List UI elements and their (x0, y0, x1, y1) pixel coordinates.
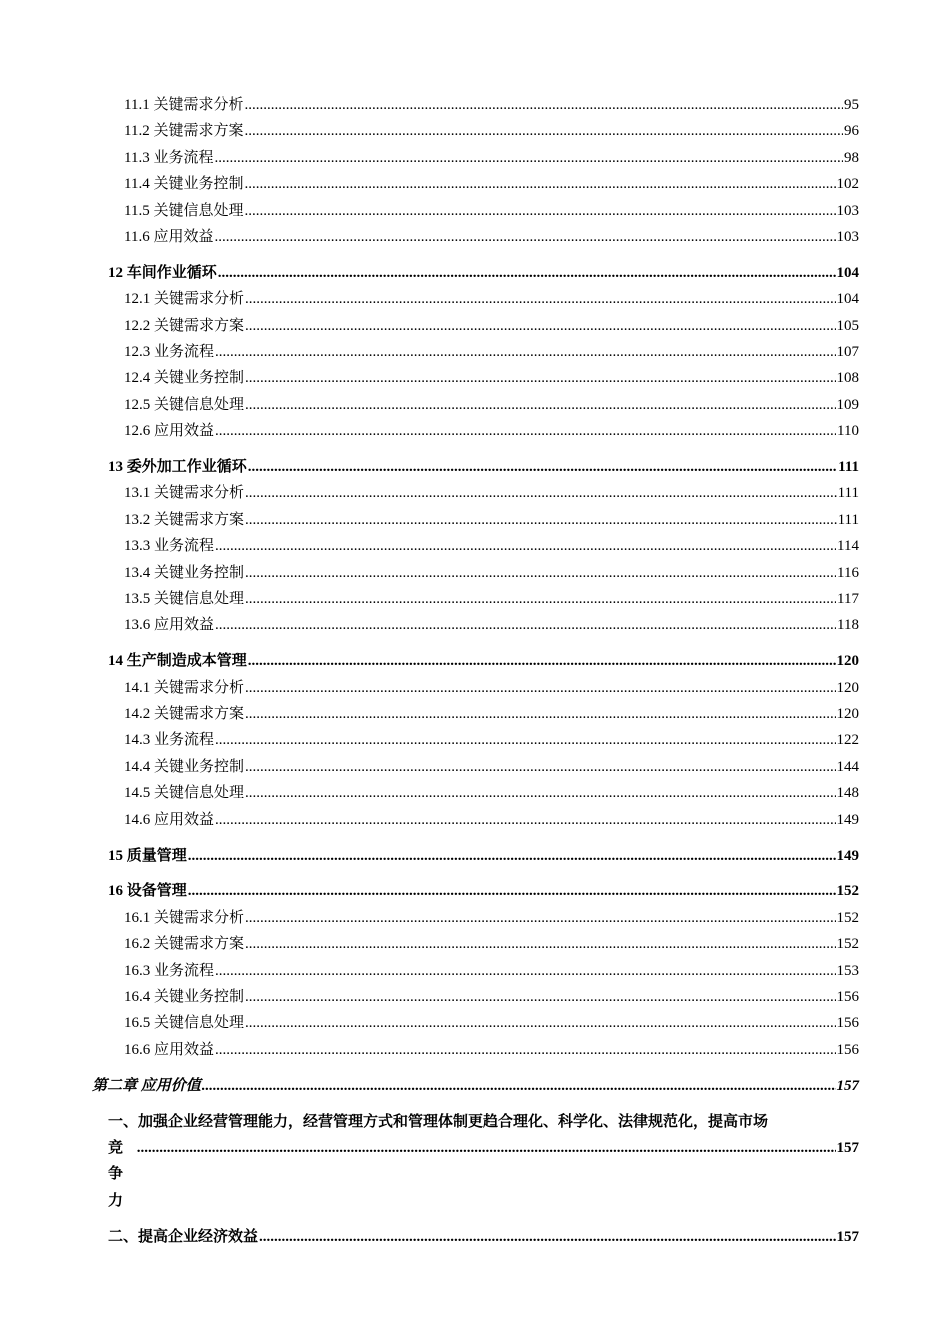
toc-entry-13-5[interactable] (124, 586, 859, 612)
toc-page-number: 103 (836, 202, 859, 219)
toc-chapter-12[interactable] (108, 260, 859, 286)
toc-page-number: 116 (837, 564, 859, 581)
toc-entry-label: 11.4 关键业务控制 (124, 176, 244, 193)
toc-part-label: 第二章 应用价值 (92, 1077, 201, 1094)
toc-chapter-14[interactable] (108, 648, 859, 674)
toc-entry-label: 16.2 关键需求方案 (124, 936, 245, 953)
toc-page-number: 98 (844, 149, 859, 166)
dot-leader (245, 984, 835, 1010)
toc-entry-14-3[interactable] (124, 727, 859, 753)
toc-chapter-16[interactable] (108, 878, 859, 904)
toc-entry-label: 14.2 关键需求方案 (124, 706, 245, 723)
toc-entry-12-2[interactable] (124, 313, 859, 339)
dot-leader (244, 198, 835, 224)
toc-part-2[interactable] (92, 1073, 859, 1099)
toc-page-number: 149 (836, 811, 859, 828)
toc-page-number: 152 (836, 936, 859, 953)
toc-item-label-line1: 一、加强企业经营管理能力，经营管理方式和管理体制更趋合理化、科学化、法律规范化，提高市场 (108, 1113, 769, 1130)
toc-page-number: 118 (837, 617, 859, 634)
toc-page-number: 144 (836, 758, 859, 775)
dot-leader (245, 586, 836, 612)
toc-chapter-label: 13 委外加工作业循环 (108, 459, 247, 476)
dot-leader (215, 807, 835, 833)
toc-page-number: 108 (836, 370, 859, 387)
dot-leader (259, 1224, 835, 1250)
toc-entry-14-4[interactable] (124, 754, 859, 780)
dot-leader (188, 843, 836, 869)
toc-entry-label: 11.1 关键需求分析 (124, 97, 244, 113)
toc-entry-label: 13.3 业务流程 (124, 538, 215, 555)
toc-page-number: 117 (837, 591, 859, 608)
dot-leader (215, 339, 835, 365)
toc-entry-16-1[interactable] (124, 905, 859, 931)
toc-page-number: 152 (836, 909, 859, 926)
toc-chapter-15[interactable] (108, 843, 859, 869)
toc-item-1[interactable] (108, 1109, 859, 1215)
toc-chapter-label: 16 设备管理 (108, 883, 187, 900)
dot-leader (245, 701, 835, 727)
toc-page-number: 156 (836, 1015, 859, 1032)
dot-leader (215, 418, 836, 444)
toc-entry-label: 16.5 关键信息处理 (124, 1015, 245, 1032)
dot-leader (214, 224, 835, 250)
toc-entry-label: 11.3 业务流程 (124, 149, 214, 166)
toc-page-number: 96 (844, 123, 859, 140)
toc-entry-13-3[interactable] (124, 533, 859, 559)
toc-entry-label: 12.1 关键需求分析 (124, 291, 245, 308)
toc-page-number: 157 (836, 1139, 859, 1156)
toc-page-number: 102 (836, 176, 859, 193)
toc-item-2[interactable] (108, 1224, 859, 1250)
toc-entry-label: 14.1 关键需求分析 (124, 679, 245, 696)
toc-page-number: 153 (836, 962, 859, 979)
dot-leader (244, 92, 843, 118)
toc-entry-14-6[interactable] (124, 807, 859, 833)
toc-entry-12-1[interactable] (124, 286, 859, 312)
toc-chapter-label: 15 质量管理 (108, 847, 187, 864)
dot-leader (248, 648, 836, 674)
toc-entry-label: 13.2 关键需求方案 (124, 511, 245, 528)
toc-entry-11-2[interactable] (124, 118, 859, 144)
toc-entry-label: 16.1 关键需求分析 (124, 909, 245, 926)
toc-page-number: 120 (836, 679, 859, 696)
toc-entry-16-4[interactable] (124, 984, 859, 1010)
toc-page-number: 95 (844, 97, 859, 113)
toc-page-number: 111 (838, 459, 859, 476)
dot-leader (245, 392, 835, 418)
toc-page-number: 120 (836, 653, 859, 670)
toc-entry-label: 14.4 关键业务控制 (124, 758, 245, 775)
dot-leader (215, 727, 835, 753)
dot-leader (214, 145, 843, 171)
dot-leader (218, 260, 836, 286)
toc-page-number: 105 (836, 317, 859, 334)
toc-entry-label: 16.6 应用效益 (124, 1041, 215, 1058)
toc-entry-13-4[interactable] (124, 560, 859, 586)
toc-page-number: 149 (836, 847, 859, 864)
toc-entry-label: 12.5 关键信息处理 (124, 396, 245, 413)
toc-page-number: 122 (836, 732, 859, 749)
toc-entry-label: 16.4 关键业务控制 (124, 989, 245, 1005)
toc-item-label: 二、提高企业经济效益 (108, 1228, 259, 1245)
toc-entry-label: 14.6 应用效益 (124, 811, 215, 828)
dot-leader (245, 286, 835, 312)
dot-leader (245, 931, 835, 957)
toc-entry-14-2[interactable] (124, 701, 859, 727)
toc-item-line2 (108, 1135, 859, 1214)
toc-entry-label: 11.2 关键需求方案 (124, 123, 244, 140)
toc-page-number: 157 (836, 1077, 859, 1094)
toc-entry-12-3[interactable] (124, 339, 859, 365)
toc-page-number: 109 (836, 396, 859, 413)
dot-leader (245, 1010, 835, 1036)
toc-entry-16-5[interactable] (124, 1010, 859, 1036)
toc-page-number: 104 (836, 264, 859, 281)
toc-entry-13-1[interactable] (124, 480, 859, 506)
table-of-contents (0, 92, 950, 1250)
toc-entry-14-1[interactable] (124, 675, 859, 701)
toc-page-number: 110 (837, 423, 859, 440)
dot-leader (248, 454, 837, 480)
toc-entry-11-5[interactable] (124, 198, 859, 224)
toc-page-number: 157 (836, 1228, 859, 1245)
toc-entry-16-6[interactable] (124, 1037, 859, 1063)
toc-entry-11-3[interactable] (124, 145, 859, 171)
toc-page-number: 104 (836, 291, 859, 308)
dot-leader (215, 958, 835, 984)
toc-entry-label: 12.2 关键需求方案 (124, 317, 245, 334)
toc-page-number: 120 (836, 706, 859, 723)
dot-leader (245, 365, 835, 391)
dot-leader (244, 171, 835, 197)
toc-page-number: 148 (836, 785, 859, 802)
dot-leader (215, 1037, 835, 1063)
toc-entry-label: 12.4 关键业务控制 (124, 370, 245, 387)
toc-chapter-13[interactable] (108, 454, 859, 480)
dot-leader (245, 480, 837, 506)
dot-leader (245, 905, 835, 931)
toc-entry-label: 12.3 业务流程 (124, 344, 215, 361)
toc-entry-11-6[interactable] (124, 224, 859, 250)
toc-entry-label: 13.6 应用效益 (124, 617, 215, 634)
toc-entry-11-1[interactable] (124, 92, 859, 118)
toc-entry-label: 14.3 业务流程 (124, 732, 215, 749)
dot-leader (188, 878, 836, 904)
toc-chapter-label: 14 生产制造成本管理 (108, 653, 247, 670)
dot-leader (245, 560, 836, 586)
toc-page-number: 111 (837, 485, 859, 502)
toc-entry-16-3[interactable] (124, 958, 859, 984)
dot-leader (245, 754, 835, 780)
toc-entry-label: 13.5 关键信息处理 (124, 591, 245, 608)
toc-entry-label: 12.6 应用效益 (124, 423, 215, 440)
toc-page-number: 156 (836, 989, 859, 1005)
toc-page-number: 107 (836, 344, 859, 361)
toc-entry-14-5[interactable] (124, 780, 859, 806)
dot-leader (245, 780, 835, 806)
toc-entry-label: 14.5 关键信息处理 (124, 785, 245, 802)
toc-page-number: 114 (837, 538, 859, 555)
toc-item-label-line2: 竞争力 (108, 1139, 124, 1209)
dot-leader (137, 1135, 836, 1161)
toc-entry-12-5[interactable] (124, 392, 859, 418)
toc-entry-12-6[interactable] (124, 418, 859, 444)
toc-entry-label: 11.5 关键信息处理 (124, 202, 244, 219)
toc-entry-label: 11.6 应用效益 (124, 228, 214, 245)
toc-page-number: 103 (836, 228, 859, 245)
dot-leader (245, 313, 835, 339)
toc-entry-13-6[interactable] (124, 612, 859, 638)
toc-entry-16-2[interactable] (124, 931, 859, 957)
toc-entry-label: 16.3 业务流程 (124, 962, 215, 979)
dot-leader (245, 507, 837, 533)
toc-entry-label: 13.4 关键业务控制 (124, 564, 245, 581)
toc-entry-11-4[interactable] (124, 171, 859, 197)
dot-leader (215, 533, 836, 559)
dot-leader (215, 612, 836, 638)
toc-entry-label: 13.1 关键需求分析 (124, 485, 245, 502)
toc-page-number: 156 (836, 1041, 859, 1058)
dot-leader (244, 118, 843, 144)
dot-leader (202, 1073, 836, 1099)
toc-page-number: 152 (836, 883, 859, 900)
toc-chapter-label: 12 车间作业循环 (108, 264, 217, 281)
toc-page-number: 111 (837, 511, 859, 528)
toc-entry-12-4[interactable] (124, 365, 859, 391)
toc-entry-13-2[interactable] (124, 507, 859, 533)
dot-leader (245, 675, 835, 701)
